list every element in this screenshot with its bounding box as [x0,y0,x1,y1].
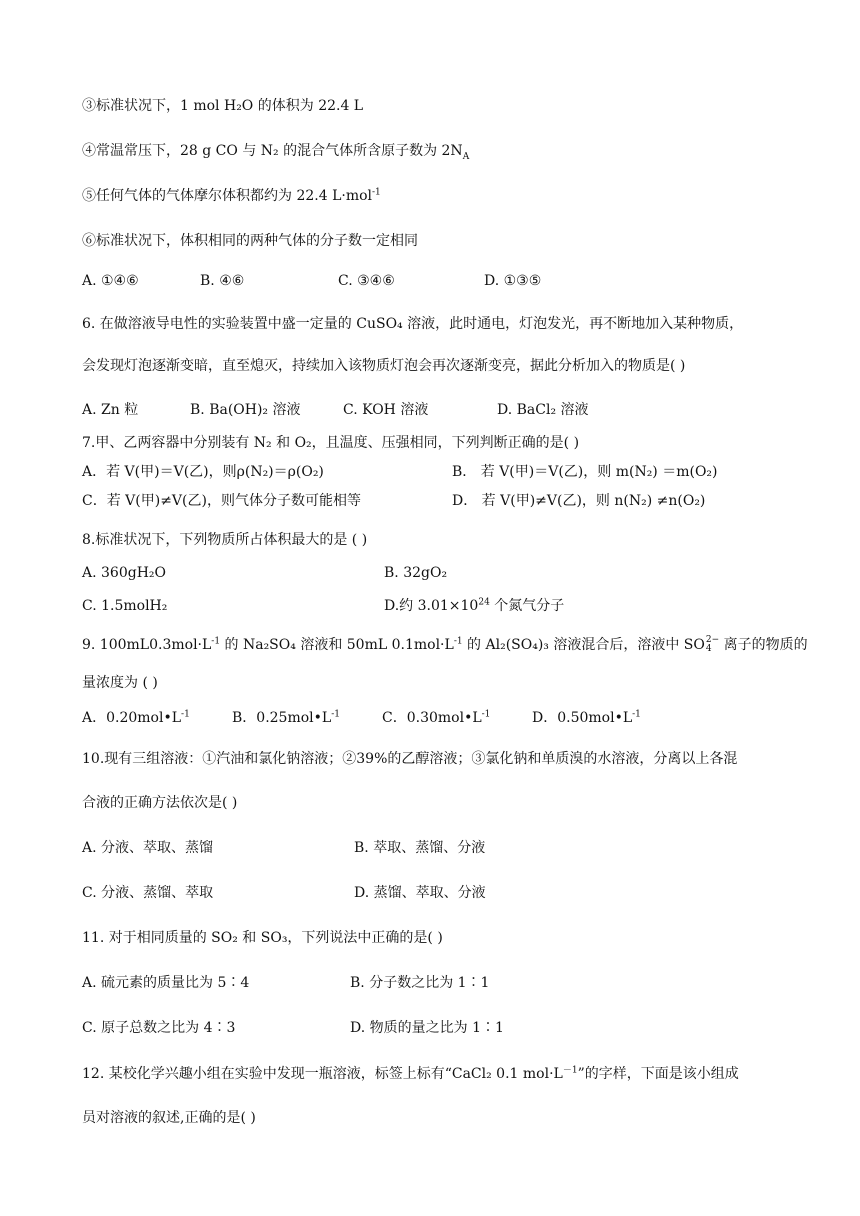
question-11-option-c[interactable]: C. 原子总数之比为 4∶3 [82,1020,236,1036]
question-10-option-c[interactable]: C. 分液、蒸馏、萃取 [82,885,214,901]
option-a[interactable]: A. ①④⑥ [82,273,139,289]
question-10-option-a[interactable]: A. 分液、萃取、蒸馏 [82,840,214,856]
question-9-stem-line1: 9. $100mL0.3mol\cdot L^{-1}$ 的 Na₂SO₄ 溶液和 50mL $0.1mol\cdot L^{-1}$ 的 Al₂(SO₄)₃ 溶液混合后，溶液中 SO 2− 4 离子的物质的 [82,635,808,654]
statement-5: ⑤任何气体的气体摩尔体积都约为 22.4 L·mol$^{-1}$ [82,187,381,204]
option-d[interactable]: D. ①③⑤ [484,273,542,289]
question-10-stem-line1: 10.现有三组溶液：①汽油和氯化钠溶液；②39%的乙醇溶液；③氯化钠和单质溴的水溶液，分离以上各混 [82,751,738,767]
question-6-stem-line2: 会发现灯泡逐渐变暗，直至熄灭，持续加入该物质灯泡会再次逐渐变亮，据此分析加入的物质是( ) [82,358,686,374]
statement-6: ⑥标准状况下，体积相同的两种气体的分子数一定相同 [82,233,418,249]
question-10-stem-line2: 合液的正确方法依次是( ) [82,795,238,811]
question-9-option-d[interactable]: D．$0.50mol•L^{-1}$ [532,709,641,726]
question-12-stem-line2: 员对溶液的叙述,正确的是( ) [82,1110,256,1126]
question-7-option-b[interactable]: B． 若 V(甲)＝V(乙)，则 m(N₂) ＝m(O₂) [452,464,718,480]
question-8-stem: 8.标准状况下，下列物质所占体积最大的是 ( ) [82,532,368,548]
question-7-option-c[interactable]: C．若 V(甲)≠V(乙)，则气体分子数可能相等 [82,493,361,509]
question-6-option-d[interactable]: D. BaCl₂ 溶液 [497,402,589,418]
statement-3: ③标准状况下，1 mol H₂O 的体积为 22.4 L [82,98,364,114]
question-9-stem-line2: 量浓度为 ( ) [82,675,158,691]
sulfate-charge: 2− 4 [705,635,720,654]
question-11-option-b[interactable]: B. 分子数之比为 1∶1 [350,975,490,991]
question-9-option-b[interactable]: B．$0.25mol•L^{-1}$ [232,709,340,726]
question-10-option-b[interactable]: B. 萃取、蒸馏、分液 [354,840,486,856]
question-6-option-c[interactable]: C. KOH 溶液 [343,402,429,418]
question-9-option-a[interactable]: A．$0.20mol•L^{-1}$ [82,709,190,726]
question-11-stem: 11. 对于相同质量的 SO₂ 和 SO₃，下列说法中正确的是( ) [82,930,443,946]
statement-4: ④常温常压下，28 g CO 与 N₂ 的混合气体所含原子数为 $2N_A$ [82,143,470,162]
question-11-option-d[interactable]: D. 物质的量之比为 1∶1 [350,1020,504,1036]
question-7-option-a[interactable]: A．若 V(甲)＝V(乙)，则ρ(N₂)＝ρ(O₂) [82,464,324,480]
option-b[interactable]: B. ④⑥ [200,273,245,289]
question-8-option-a[interactable]: A. 360gH₂O [82,565,166,581]
question-10-option-d[interactable]: D. 蒸馏、萃取、分液 [354,885,486,901]
question-12-stem-line1: 12. 某校化学兴趣小组在实验中发现一瓶溶液，标签上标有“CaCl₂ 0.1 $mol\cdot L^{-1}$”的字样，下面是该小组成 [82,1065,739,1082]
question-8-option-b[interactable]: B. 32gO₂ [384,565,448,581]
question-6-stem-line1: 6. 在做溶液导电性的实验装置中盛一定量的 CuSO₄ 溶液，此时通电，灯泡发光，再不断地加入某种物质， [82,316,744,332]
option-c[interactable]: C. ③④⑥ [338,273,395,289]
question-8-option-c[interactable]: C. 1.5molH₂ [82,598,168,614]
question-9-option-c[interactable]: C．$0.30mol•L^{-1}$ [382,709,491,726]
question-8-option-d[interactable]: D.约 $3.01\times 10^{24}$ 个氮气分子 [384,597,565,614]
question-6-option-b[interactable]: B. Ba(OH)₂ 溶液 [190,402,301,418]
question-7-stem: 7.甲、乙两容器中分别装有 N₂ 和 O₂，且温度、压强相同，下列判断正确的是( ) [82,435,580,451]
question-11-option-a[interactable]: A. 硫元素的质量比为 5∶4 [82,975,250,991]
question-6-option-a[interactable]: A. Zn 粒 [82,402,139,418]
question-7-option-d[interactable]: D． 若 V(甲)≠V(乙)，则 n(N₂) ≠n(O₂) [452,493,706,509]
